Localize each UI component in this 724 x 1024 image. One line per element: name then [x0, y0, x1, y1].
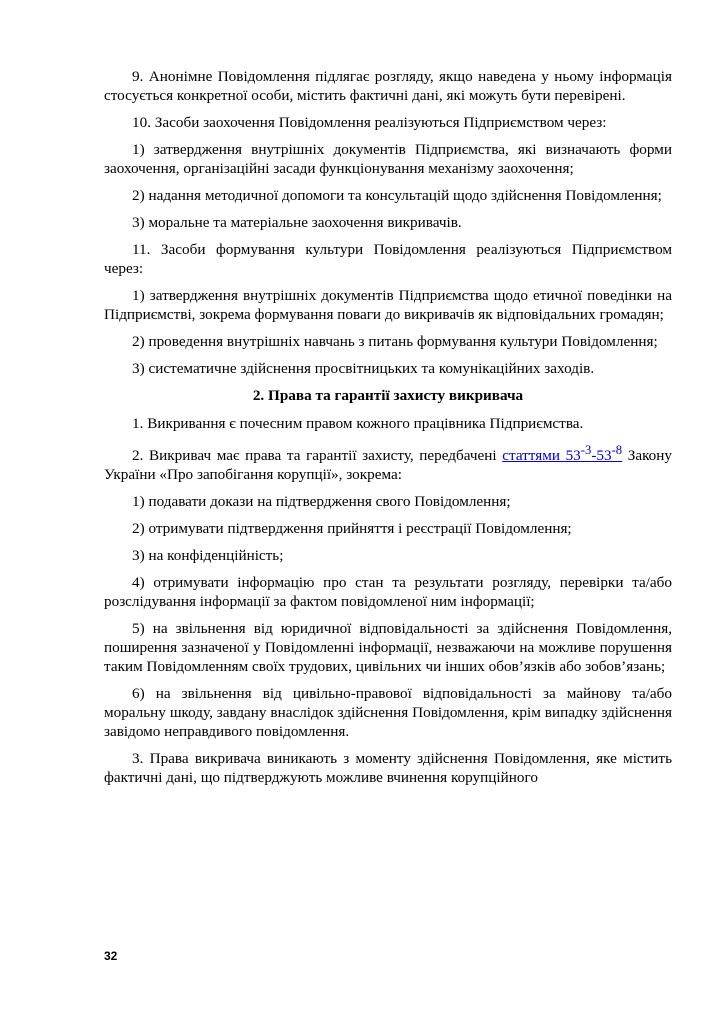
rights-item-3: 3) на конфіденційність; [132, 547, 284, 565]
rights-item-2: 2) отримувати підтвердження прийняття і реєстрації Повідомлення; [132, 520, 572, 538]
paragraph-10: 10. Засоби заохочення Повідомлення реалізуються Підприємством через: [132, 114, 607, 131]
page-number: 32 [104, 949, 118, 963]
section-paragraph-1: 1. Викривання є почесним правом кожного працівника Підприємства. [132, 415, 584, 432]
paragraph-10-item-1: 1) затвердження внутрішніх документів Підприємства, які визначають форми заохочення, організаційні засади функціонування механізму заохочення; [104, 141, 672, 177]
section-paragraph-2-after: Закону України «Про запобігання корупції», зокрема: [104, 447, 672, 484]
paragraph-11: 11. Засоби формування культури Повідомлення реалізуються Підприємством через: [104, 241, 672, 277]
section-paragraph-2 [104, 441, 672, 484]
paragraph-9: 9. Анонімне Повідомлення підлягає розгляду, якщо наведена у ньому інформація стосується конкретної особи, містить фактичні дані, які можуть бути перевірені. [104, 68, 672, 104]
document-page [104, 67, 672, 795]
rights-item-6: 6) на звільнення від цивільно-правової відповідальності за майнову та/або моральну шкоду, завдану внаслідок здійснення Повідомлення, крім випадку здійснення завідомо неправдивого повідомлення. [104, 685, 672, 741]
rights-item-5: 5) на звільнення від юридичної відповідальності за здійснення Повідомлення, поширення зазначеної у Повідомленні інформації, незважаючи на можливе порушення таким Повідомленням своїх трудових, цивільних чи інших обов’язків або зобов’язань; [104, 620, 672, 676]
paragraph-11-item-2: 2) проведення внутрішніх навчань з питань формування культури Повідомлення; [132, 333, 658, 350]
rights-item-1: 1) подавати докази на підтвердження свого Повідомлення; [132, 493, 511, 511]
rights-item-4: 4) отримувати інформацію про стан та результати розгляду, перевірки та/або розслідування інформації за фактом повідомленої ним інформації; [104, 574, 672, 611]
law-articles-link[interactable] [502, 443, 623, 465]
section-heading: 2. Права та гарантії захисту викривача [252, 387, 524, 404]
section-paragraph-3: 3. Права викривача виникають з моменту здійснення Повідомлення, яке містить фактичні дані, що підтверджують можливе вчинення корупційного [104, 750, 672, 787]
paragraph-10-item-2: 2) надання методичної допомоги та консультацій щодо здійснення Повідомлення; [132, 187, 662, 204]
law-articles-link-mid[interactable]: -53 [591, 447, 612, 465]
paragraph-11-item-3: 3) систематичне здійснення просвітницьких та комунікаційних заходів. [132, 360, 595, 377]
paragraph-10-item-3: 3) моральне та матеріальне заохочення викривачів. [132, 214, 462, 231]
law-articles-link-sup-2[interactable]: -8 [611, 443, 623, 457]
law-articles-link-text[interactable]: статтями 53 [502, 447, 581, 465]
law-articles-link-sup-1[interactable]: -3 [580, 443, 592, 457]
paragraph-11-item-1: 1) затвердження внутрішніх документів Підприємства щодо етичної поведінки на Підприємстві, зокрема формування поваги до викривачів як відповідальних громадян; [104, 287, 672, 323]
section-paragraph-2-before: 2. Викривач має права та гарантії захисту, передбачені [132, 447, 503, 465]
